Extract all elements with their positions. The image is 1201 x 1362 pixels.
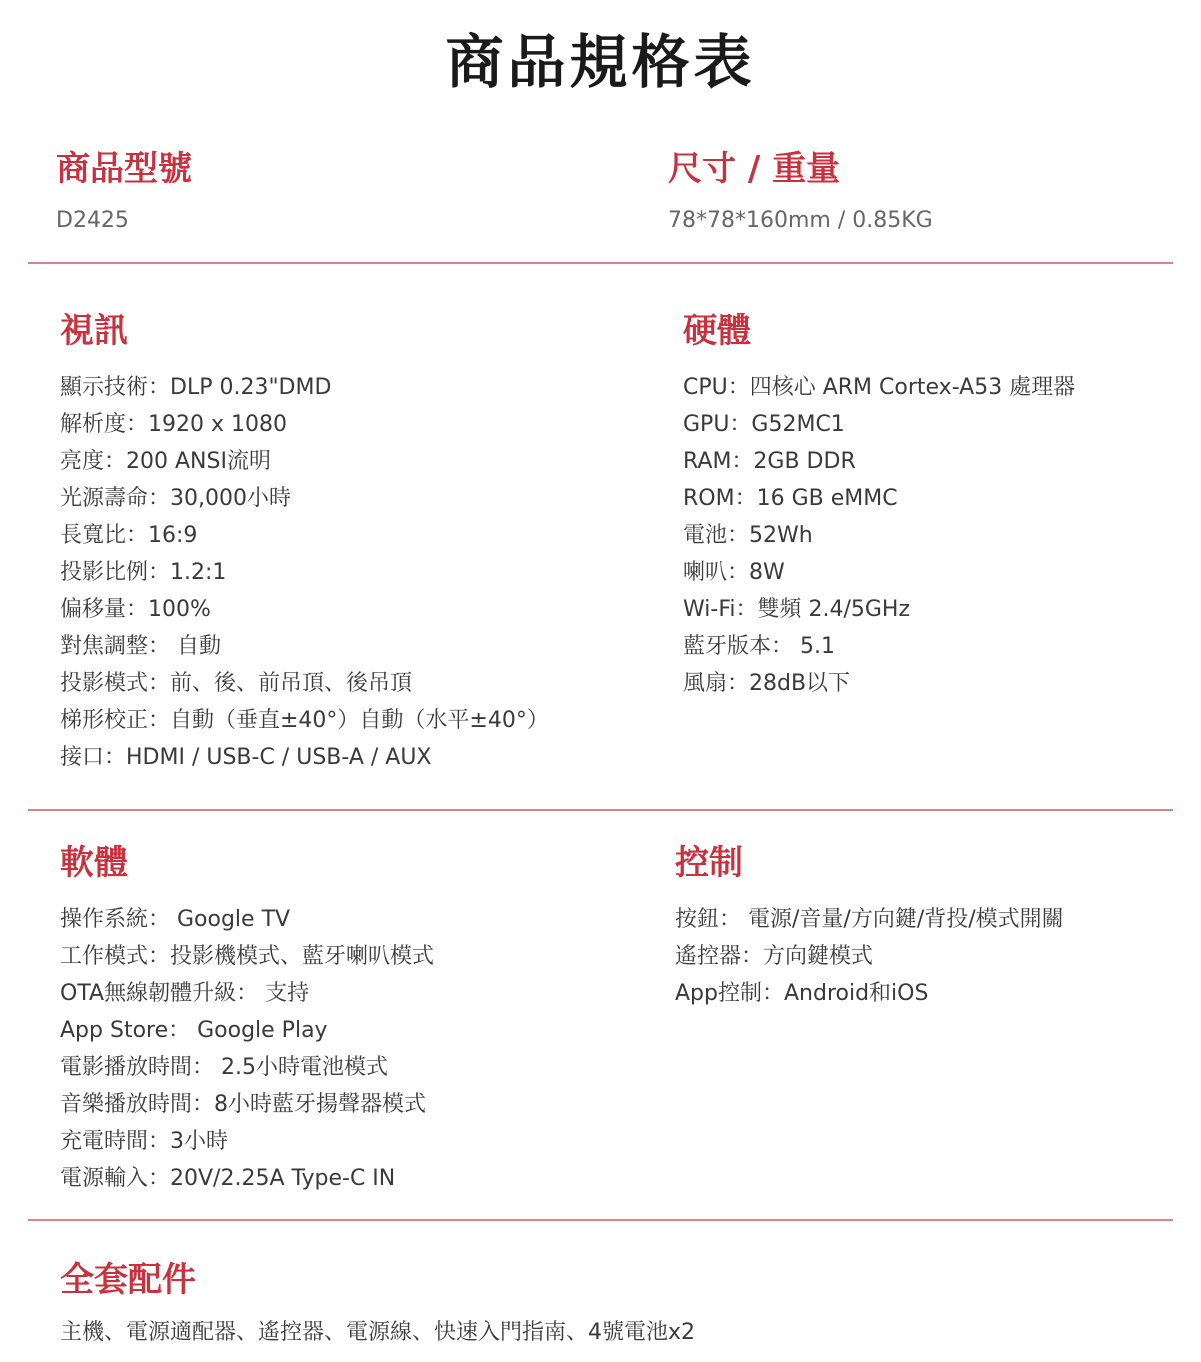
hardware-heading: 硬體 — [683, 311, 751, 351]
list-item: 音樂播放時間：8小時藍牙揚聲器模式 — [60, 1092, 426, 1117]
list-item: CPU：四核心 ARM Cortex-A53 處理器 — [683, 375, 1076, 400]
control-spec-list — [675, 901, 1064, 1012]
list-item: GPU：G52MC1 — [683, 412, 845, 437]
divider — [28, 1219, 1173, 1221]
list-item: OTA無線韌體升級： 支持 — [60, 981, 310, 1006]
page-title: 商品規格表 — [445, 28, 756, 96]
divider — [28, 262, 1173, 264]
list-item: 電池：52Wh — [683, 523, 813, 548]
divider — [28, 809, 1173, 811]
dimensions-value: 78*78*160mm / 0.85KG — [668, 208, 933, 233]
list-item: 操作系統： Google TV — [60, 907, 291, 932]
list-item: 顯示技術：DLP 0.23"DMD — [60, 375, 332, 400]
list-item: 光源壽命：30,000小時 — [60, 486, 291, 511]
list-item: RAM：2GB DDR — [683, 449, 856, 474]
accessories-value: 主機、電源適配器、遙控器、電源線、快速入門指南、4號電池x2 — [60, 1320, 696, 1345]
list-item: 偏移量：100% — [60, 597, 211, 622]
list-item: 接口：HDMI / USB-C / USB-A / AUX — [60, 745, 432, 770]
list-item: 梯形校正：自動（垂直±40°）自動（水平±40°） — [60, 708, 549, 733]
dimensions-heading: 尺寸 / 重量 — [668, 149, 841, 189]
list-item: App控制：Android和iOS — [675, 981, 929, 1006]
list-item: 充電時間：3小時 — [60, 1129, 228, 1154]
list-item: Wi-Fi：雙頻 2.4/5GHz — [683, 597, 911, 622]
list-item: 藍牙版本： 5.1 — [683, 634, 835, 659]
list-item: 工作模式：投影機模式、藍牙喇叭模式 — [60, 944, 435, 969]
list-item: 長寬比：16:9 — [60, 523, 198, 548]
model-value: D2425 — [56, 208, 129, 233]
control-heading: 控制 — [675, 843, 743, 883]
list-item: 對焦調整： 自動 — [60, 634, 221, 659]
list-item: 喇叭：8W — [683, 560, 785, 585]
list-item: 遙控器：方向鍵模式 — [675, 944, 874, 969]
list-item: 風扇：28dB以下 — [683, 671, 851, 696]
video-heading: 視訊 — [60, 311, 128, 351]
video-spec-list — [60, 369, 549, 776]
software-spec-list — [60, 901, 434, 1197]
accessories-heading: 全套配件 — [60, 1260, 196, 1300]
list-item: 電源輸入：20V/2.25A Type-C IN — [60, 1166, 396, 1191]
list-item: App Store： Google Play — [60, 1018, 328, 1043]
list-item: 按鈕： 電源/音量/方向鍵/背投/模式開關 — [675, 907, 1064, 932]
software-heading: 軟體 — [60, 843, 128, 883]
list-item: 投影比例：1.2:1 — [60, 560, 227, 585]
list-item: 解析度：1920 x 1080 — [60, 412, 287, 437]
list-item: 投影模式：前、後、前吊頂、後吊頂 — [60, 671, 413, 696]
model-heading: 商品型號 — [56, 149, 192, 189]
list-item: 亮度：200 ANSI流明 — [60, 449, 271, 474]
list-item: ROM：16 GB eMMC — [683, 486, 898, 511]
hardware-spec-list — [683, 369, 1075, 702]
list-item: 電影播放時間： 2.5小時電池模式 — [60, 1055, 388, 1080]
